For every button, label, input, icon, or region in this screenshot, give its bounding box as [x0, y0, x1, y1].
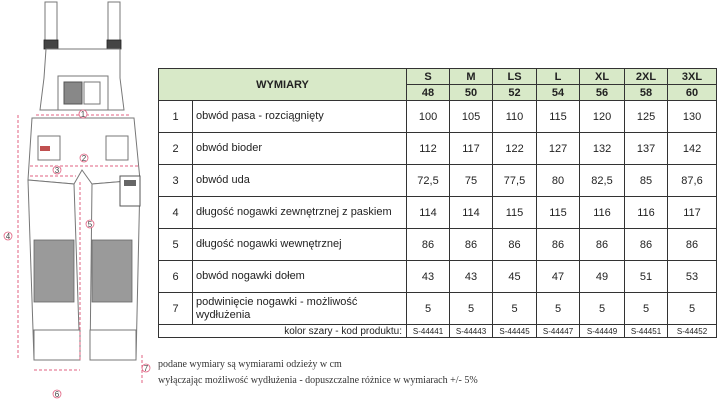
size-number: 56 [580, 85, 625, 101]
cell-value: 137 [625, 133, 668, 165]
strap-buckles [44, 40, 121, 49]
row-label: obwód nogawki dołem [193, 261, 407, 293]
table-row [159, 197, 717, 229]
cell-value: 5 [493, 293, 537, 325]
callout-1: 1 [80, 110, 86, 119]
note-tolerance: wyłączając możliwość wydłużenia - dopuszczalne różnice w wymiarach +/- 5% [158, 375, 478, 386]
product-code: S-44452 [668, 325, 717, 338]
row-label: podwinięcie nogawki - możliwość wydłużenia [193, 293, 407, 325]
table-row [159, 229, 717, 261]
cell-value: 5 [668, 293, 717, 325]
table-row [159, 293, 717, 325]
product-code: S-44443 [450, 325, 493, 338]
cell-value: 43 [407, 261, 450, 293]
cell-value: 117 [668, 197, 717, 229]
cell-value: 86 [537, 229, 580, 261]
table-row [159, 165, 717, 197]
cell-value: 72,5 [407, 165, 450, 197]
cell-value: 86 [407, 229, 450, 261]
cell-value: 125 [625, 101, 668, 133]
cell-value: 47 [537, 261, 580, 293]
size-label: M [450, 69, 493, 85]
cell-value: 5 [407, 293, 450, 325]
cell-value: 127 [537, 133, 580, 165]
cell-value: 114 [407, 197, 450, 229]
table-row [159, 101, 717, 133]
row-number: 7 [159, 293, 193, 325]
cell-value: 87,6 [668, 165, 717, 197]
cell-value: 86 [580, 229, 625, 261]
overalls-diagram [0, 0, 160, 400]
cell-value: 49 [580, 261, 625, 293]
callout-4: 4 [5, 232, 11, 241]
size-number: 52 [493, 85, 537, 101]
cell-value: 43 [450, 261, 493, 293]
cell-value: 132 [580, 133, 625, 165]
cell-value: 5 [450, 293, 493, 325]
cell-value: 110 [493, 101, 537, 133]
row-number: 3 [159, 165, 193, 197]
callout-2: 2 [81, 154, 87, 163]
size-table [158, 68, 717, 338]
cell-value: 115 [537, 197, 580, 229]
callout-3: 3 [54, 166, 60, 175]
size-number: 50 [450, 85, 493, 101]
product-code: S-44449 [580, 325, 625, 338]
left-strap [45, 2, 120, 46]
cell-value: 105 [450, 101, 493, 133]
product-code: S-44445 [493, 325, 537, 338]
cell-value: 75 [450, 165, 493, 197]
row-number: 1 [159, 101, 193, 133]
row-label: obwód uda [193, 165, 407, 197]
size-number: 48 [407, 85, 450, 101]
cell-value: 5 [625, 293, 668, 325]
cell-value: 112 [407, 133, 450, 165]
row-label: obwód bioder [193, 133, 407, 165]
size-number: 60 [668, 85, 717, 101]
row-label: długość nogawki zewnętrznej z paskiem [193, 197, 407, 229]
knee-pads [34, 240, 132, 302]
cell-value: 130 [668, 101, 717, 133]
cell-value: 115 [537, 101, 580, 133]
size-number: 54 [537, 85, 580, 101]
cell-value: 120 [580, 101, 625, 133]
cell-value: 85 [625, 165, 668, 197]
row-number: 5 [159, 229, 193, 261]
cell-value: 86 [668, 229, 717, 261]
cell-value: 116 [625, 197, 668, 229]
cell-value: 5 [580, 293, 625, 325]
cell-value: 82,5 [580, 165, 625, 197]
table-title: WYMIARY [159, 69, 407, 101]
cell-value: 45 [493, 261, 537, 293]
cell-value: 100 [407, 101, 450, 133]
row-number: 2 [159, 133, 193, 165]
cell-value: 86 [450, 229, 493, 261]
cell-value: 53 [668, 261, 717, 293]
product-code-label: kolor szary - kod produktu: [159, 325, 407, 338]
product-code: S-44447 [537, 325, 580, 338]
size-label: LS [493, 69, 537, 85]
cell-value: 116 [580, 197, 625, 229]
row-number: 6 [159, 261, 193, 293]
row-label: długość nogawki wewnętrznej [193, 229, 407, 261]
cell-value: 77,5 [493, 165, 537, 197]
callout-7: 7 [143, 364, 149, 373]
callout-5: 5 [87, 220, 93, 229]
table-row [159, 133, 717, 165]
product-code: S-44441 [407, 325, 450, 338]
product-code-row [159, 325, 717, 338]
size-label: 3XL [668, 69, 717, 85]
cell-value: 86 [493, 229, 537, 261]
size-label: XL [580, 69, 625, 85]
size-label: S [407, 69, 450, 85]
size-number: 58 [625, 85, 668, 101]
cell-value: 117 [450, 133, 493, 165]
row-number: 4 [159, 197, 193, 229]
note-dimensions: podane wymiary są wymiarami odzieży w cm [158, 359, 342, 370]
cell-value: 114 [450, 197, 493, 229]
table-row [159, 261, 717, 293]
cell-value: 80 [537, 165, 580, 197]
cell-value: 115 [493, 197, 537, 229]
cell-value: 142 [668, 133, 717, 165]
callout-6: 6 [54, 390, 60, 399]
product-code: S-44451 [625, 325, 668, 338]
size-label: L [537, 69, 580, 85]
cell-value: 5 [537, 293, 580, 325]
cell-value: 86 [625, 229, 668, 261]
row-label: obwód pasa - rozciągnięty [193, 101, 407, 133]
cell-value: 122 [493, 133, 537, 165]
size-label: 2XL [625, 69, 668, 85]
cell-value: 51 [625, 261, 668, 293]
